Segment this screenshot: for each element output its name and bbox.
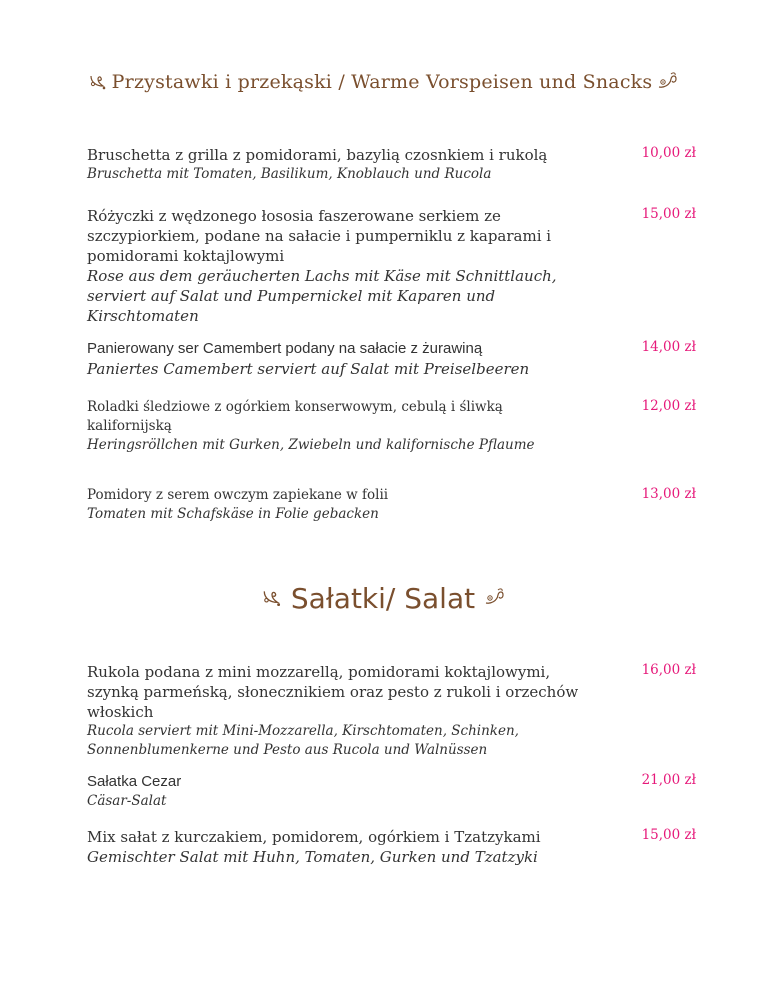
item-name-pl: Rukola podana z mini mozzarellą, pomidorami koktajlowymi, szynką parmeńską, słonecznikiem oraz pesto z rukoli i orzechów włoskich (87, 663, 579, 721)
item-name-de: Paniertes Camembert serviert auf Salat mit Preiselbeeren (87, 360, 530, 378)
item-name-de: Cäsar-Salat (87, 793, 167, 809)
menu-item (87, 145, 587, 184)
item-price: 10,00 zł (641, 145, 696, 161)
section-title-text: Przystawki i przekąski / Warme Vorspeisen und Snacks (111, 71, 653, 93)
section-title-text: Sałatki/ Salat (290, 581, 476, 615)
menu-item (87, 339, 587, 379)
item-name-pl: Sałatka Cezar (87, 773, 182, 790)
floral-ornament-left-icon (261, 587, 283, 609)
item-price: 13,00 zł (641, 486, 696, 502)
menu-item (87, 206, 587, 326)
section-title-salads (0, 580, 768, 615)
item-name-pl: Różyczki z wędzonego łososia faszerowane serkiem ze szczypiorkiem, podane na sałacie i pumperniklu z kaparami i pomidorami koktajlowymi (87, 207, 552, 265)
item-name-de: Tomaten mit Schafskäse in Folie gebacken (87, 506, 379, 522)
item-price: 14,00 zł (641, 339, 696, 355)
item-price: 15,00 zł (641, 827, 696, 843)
menu-item (87, 398, 587, 455)
item-name-pl: Mix sałat z kurczakiem, pomidorem, ogórkiem i Tzatzykami (87, 828, 541, 846)
item-name-de: Gemischter Salat mit Huhn, Tomaten, Gurken und Tzatzyki (87, 848, 538, 866)
menu-item (87, 772, 587, 811)
item-price: 15,00 zł (641, 206, 696, 222)
item-price: 12,00 zł (641, 398, 696, 414)
floral-ornament-left-icon (88, 72, 108, 92)
item-name-de: Rucola serviert mit Mini-Mozzarella, Kirschtomaten, Schinken, Sonnenblumenkerne und Pesto aus Rucola und Walnüssen (87, 723, 519, 758)
section-title-appetizers (0, 70, 768, 93)
item-name-pl: Bruschetta z grilla z pomidorami, bazylią czosnkiem i rukolą (87, 146, 548, 164)
floral-ornament-right-icon (483, 587, 507, 609)
floral-ornament-right-icon (656, 71, 680, 93)
item-name-pl: Panierowany ser Camembert podany na sałacie z żurawiną (87, 340, 483, 357)
menu-item (87, 486, 587, 524)
item-price: 16,00 zł (641, 662, 696, 678)
menu-item (87, 662, 587, 760)
item-name-de: Bruschetta mit Tomaten, Basilikum, Knoblauch und Rucola (87, 166, 492, 182)
item-price: 21,00 zł (641, 772, 696, 788)
item-name-de: Heringsröllchen mit Gurken, Zwiebeln und kalifornische Pflaume (87, 437, 535, 453)
item-name-pl: Roladki śledziowe z ogórkiem konserwowym, cebulą i śliwką kalifornijską (87, 399, 503, 434)
item-name-de: Rose aus dem geräucherten Lachs mit Käse mit Schnittlauch, serviert auf Salat und Pumpernickel mit Kaparen und Kirschtomaten (87, 267, 557, 325)
item-name-pl: Pomidory z serem owczym zapiekane w folii (87, 487, 389, 503)
menu-item (87, 827, 587, 867)
